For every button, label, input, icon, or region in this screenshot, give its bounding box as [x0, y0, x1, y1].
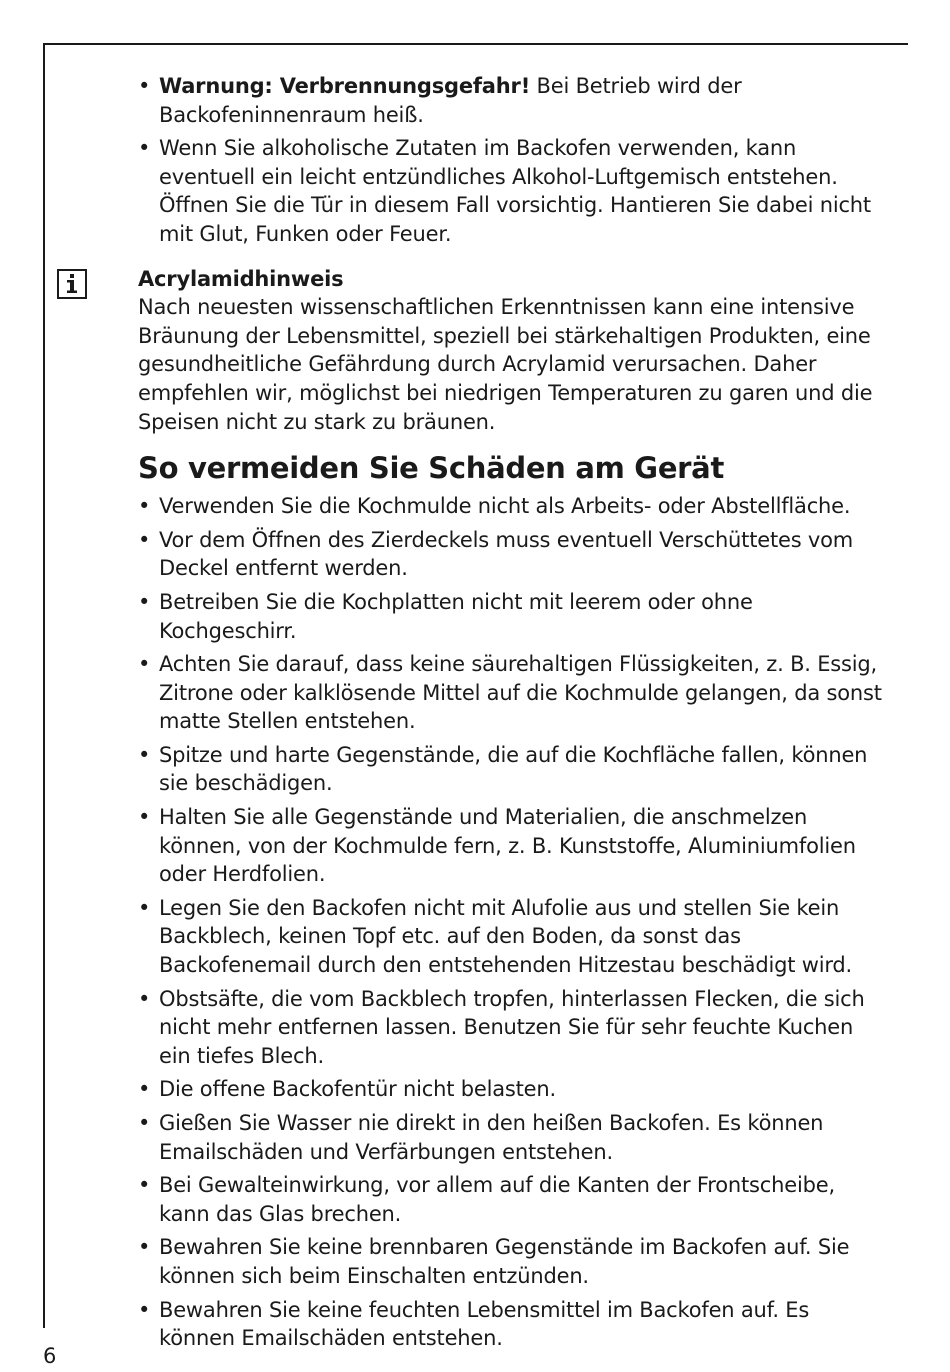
list-item [138, 1075, 883, 1104]
bullet-icon: • [138, 1297, 151, 1322]
section-heading: So vermeiden Sie Schäden am Gerät [138, 451, 725, 486]
bullet-icon: • [138, 1235, 151, 1260]
acrylamide-note [138, 265, 883, 437]
list-item-text: Vor dem Öffnen des Zierdeckels muss eventuell Verschüttetes vom Deckel entfernt werden. [159, 527, 854, 581]
list-item-text: Obstsäfte, die vom Backblech tropfen, hinterlassen Flecken, die sich nicht mehr entfernen lassen. Benutzen Sie für sehr feuchte Kuchen ein tiefes Blech. [159, 986, 865, 1068]
page-number: 6 [43, 1344, 57, 1368]
bullet-icon: • [138, 1173, 151, 1198]
bullet-icon: • [138, 74, 151, 98]
list-item [138, 650, 883, 736]
list-item-text: Betreiben Sie die Kochplatten nicht mit leerem oder ohne Kochgeschirr. [159, 589, 753, 643]
bullet-icon: • [138, 136, 151, 161]
warning-text: Bei Betrieb wird der Backofeninnenraum heiß. [159, 74, 742, 127]
warning-list [138, 72, 883, 249]
list-item [138, 588, 883, 645]
list-item-text: Bewahren Sie keine feuchten Lebensmittel im Backofen auf. Es können Emailschäden entstehen. [159, 1297, 810, 1351]
list-item [138, 526, 883, 583]
list-item-text: Verwenden Sie die Kochmulde nicht als Arbeits- oder Abstellfläche. [159, 494, 851, 519]
bullet-icon: • [138, 805, 151, 830]
list-item-text: Bewahren Sie keine brennbaren Gegenstände im Backofen auf. Sie können sich beim Einschalten entzünden. [159, 1235, 850, 1288]
list-item [138, 985, 883, 1071]
list-item [138, 1109, 883, 1166]
warning-strong-text: Warnung: Verbrennungsgefahr! [159, 74, 531, 98]
list-item [138, 741, 883, 798]
list-item [138, 894, 883, 980]
list-item [138, 134, 883, 248]
bullet-icon: • [138, 589, 151, 614]
bullet-icon: • [138, 527, 151, 552]
list-item [138, 1171, 883, 1228]
damage-prevention-list [138, 492, 883, 1353]
list-item [138, 1296, 883, 1353]
note-title: Acrylamidhinweis [138, 266, 344, 291]
bullet-icon: • [138, 986, 151, 1011]
bullet-icon: • [138, 742, 151, 767]
info-icon [57, 269, 87, 299]
bullet-icon: • [138, 1077, 151, 1102]
alcohol-warning-text: Wenn Sie alkoholische Zutaten im Backofen verwenden, kann eventuell ein leicht entzündliches Alkohol-Luftgemisch entstehen. Öffnen Sie die Tür in diesem Fall vorsichtig. Hantieren Sie dabei nicht mit Glut, Funken oder Feuer. [159, 136, 871, 246]
list-item-text: Halten Sie alle Gegenstände und Materialien, die anschmelzen können, von der Kochmulde fern, z. B. Kunststoffe, Aluminiumfolien oder Herdfolien. [159, 805, 856, 887]
page-frame-left-rule [43, 43, 45, 1328]
page-content [138, 72, 883, 1358]
list-item-text: Die offene Backofentür nicht belasten. [159, 1077, 556, 1102]
bullet-icon: • [138, 494, 151, 519]
bullet-icon: • [138, 1111, 151, 1135]
bullet-icon: • [138, 652, 151, 677]
list-item-text: Achten Sie darauf, dass keine säurehaltigen Flüssigkeiten, z. B. Essig, Zitrone oder kalklösende Mittel auf die Kochmulde gelangen, da sonst matte Stellen entstehen. [159, 652, 882, 734]
list-item [138, 72, 883, 129]
list-item-text: Gießen Sie Wasser nie direkt in den heißen Backofen. Es können Emailschäden und Verfärbungen entstehen. [159, 1111, 824, 1164]
page-frame-top-rule [43, 43, 908, 45]
list-item-text: Bei Gewalteinwirkung, vor allem auf die Kanten der Frontscheibe, kann das Glas brechen. [159, 1173, 835, 1226]
list-item [138, 803, 883, 889]
note-body: Nach neuesten wissenschaftlichen Erkenntnissen kann eine intensive Bräunung der Lebensmittel, speziell bei stärkehaltigen Produkten, eine gesundheitliche Gefährdung durch Acrylamid verursachen. Daher empfehlen wir, möglichst bei niedrigen Temperaturen zu garen und die Speisen nicht zu stark zu bräunen. [138, 295, 873, 434]
bullet-icon: • [138, 895, 151, 920]
list-item [138, 492, 883, 521]
list-item [138, 1233, 883, 1290]
list-item-text: Spitze und harte Gegenstände, die auf die Kochfläche fallen, können sie beschädigen. [159, 742, 868, 796]
list-item-text: Legen Sie den Backofen nicht mit Alufolie aus und stellen Sie kein Backblech, keinen Topf etc. auf den Boden, da sonst das Backofenemail durch den entstehenden Hitzestau beschädigt wird. [159, 895, 853, 978]
